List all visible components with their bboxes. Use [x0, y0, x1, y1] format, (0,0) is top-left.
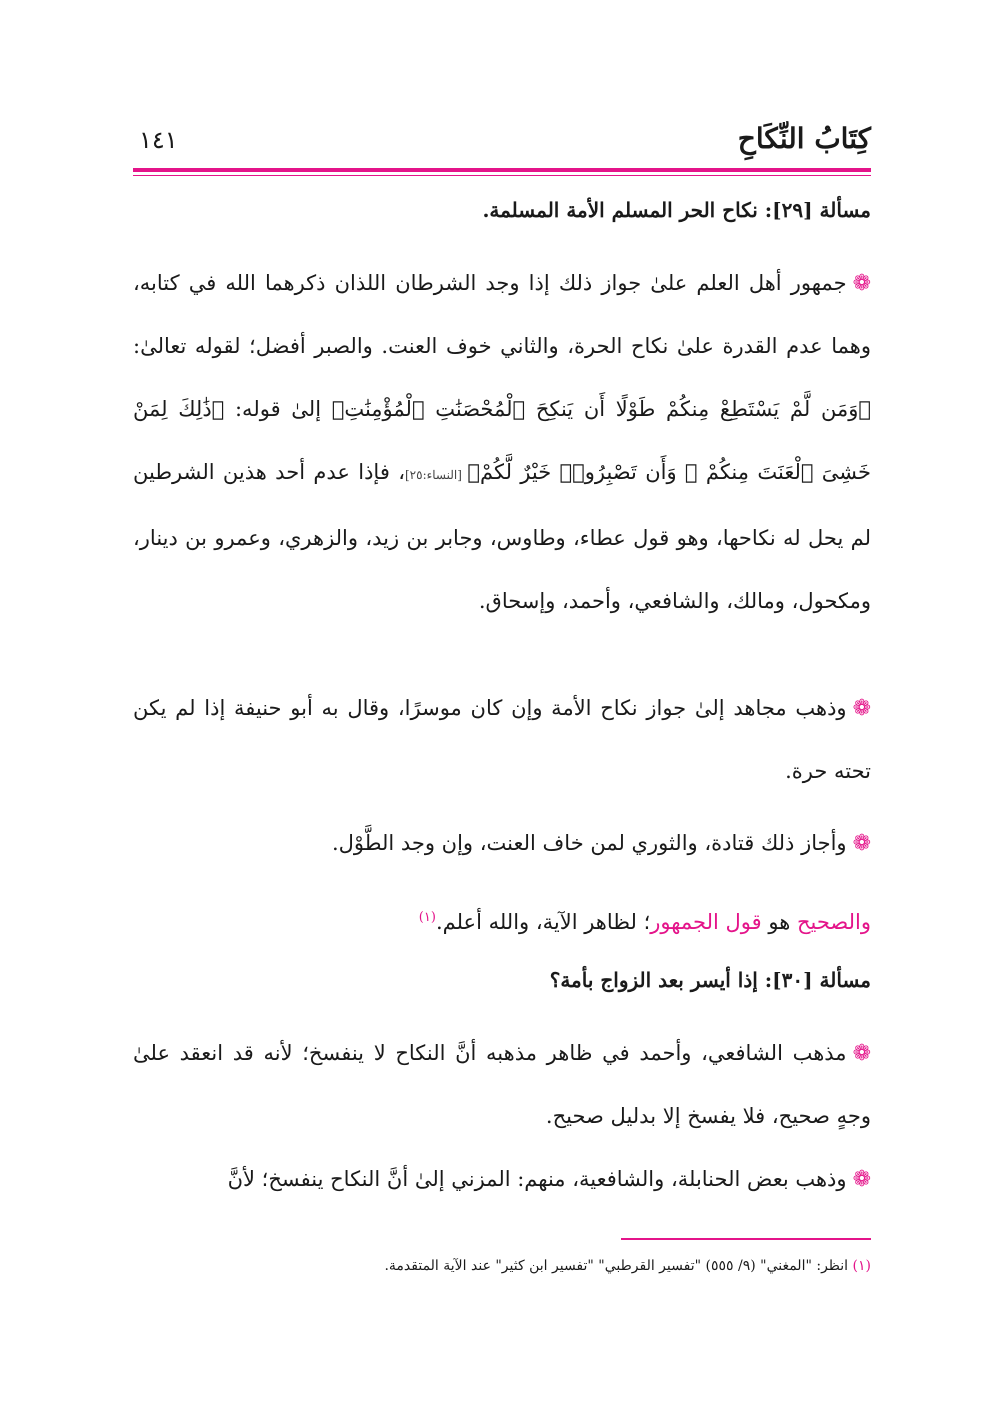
paragraph-text: وذهب بعض الحنابلة، والشافعية، منهم: المزني إلىٰ أنَّ النكاح ينفسخ؛ لأنَّ — [227, 1167, 847, 1191]
footnote-marker: (١) — [418, 910, 436, 925]
paragraph-text: وذهب مجاهد إلىٰ جواز نكاح الأمة وإن كان موسرًا، وقال به أبو حنيفة إذا لم يكن تحته حرة. — [133, 696, 871, 783]
paragraph-text: مذهب الشافعي، وأحمد في ظاهر مذهبه أنَّ النكاح لا ينفسخ؛ لأنه قد انعقد علىٰ وجهٍ صحيح، فلا يفسخ إلا بدليل صحيح. — [133, 1041, 871, 1128]
highlight-majority: قول الجمهور — [650, 910, 762, 934]
paragraph-text: ، فإذا عدم أحد هذين الشرطين لم يحل له نكاحها، وهو قول عطاء، وطاوس، وجابر بن زيد، والزهري، وعمرو بن دينار، ومكحول، ومالك، والشافعي، وأحمد، وإسحاق. — [133, 460, 871, 613]
paragraph-qatada-view — [171, 812, 871, 875]
quran-verse: ﴿وَمَن لَّمْ يَسْتَطِعْ مِنكُمْ طَوْلًا أَن يَنكِحَ ٱلْمُحْصَنَٰتِ ٱلْمُؤْمِنَٰتِ﴾ — [331, 397, 871, 421]
book-title: كِتَابُ النِّكَاحِ — [737, 122, 871, 155]
highlight-correct: والصحيح — [796, 910, 871, 934]
paragraph-text: إلىٰ قوله: — [224, 397, 332, 421]
paragraph-mujahid-view — [133, 677, 871, 803]
paragraph-shafii-view — [133, 1022, 871, 1148]
flower-icon: ❁ — [852, 831, 871, 856]
paragraph-majority-view — [133, 252, 871, 633]
section-heading-30: مسألة [٣٠]: إذا أيسر بعد الزواج بأمة؟ — [549, 968, 871, 992]
paragraph-text: هو — [761, 910, 797, 934]
flower-icon: ❁ — [852, 1167, 871, 1192]
quran-verse: ﴿ذَٰلِكَ لِمَنْ خَشِىَ ٱلْعَنَتَ مِنكُمْ ۚ وَأَن تَصْبِرُوا۟ خَيْرٌ لَّكُمْ﴾ — [133, 397, 871, 484]
footnote-rule — [621, 1238, 871, 1240]
footnote-number: (١) — [852, 1258, 871, 1274]
verse-reference: [النساء:٢٥] — [404, 468, 468, 482]
paragraph-text: جمهور أهل العلم علىٰ جواز ذلك إذا وجد الشرطان اللذان ذكرهما الله في كتابه، وهما عدم القدرة علىٰ نكاح الحرة، والثاني خوف العنت. والصبر أفضل؛ لقوله تعالىٰ: — [133, 271, 871, 358]
flower-icon: ❁ — [852, 271, 871, 296]
paragraph-conclusion — [171, 886, 871, 954]
page-header — [133, 118, 871, 164]
page-number: ١٤١ — [139, 126, 178, 154]
header-rule-thick — [133, 168, 871, 172]
footnote-text: انظر: "المغني" (٩/ ٥٥٥) "تفسير القرطبي" "تفسير ابن كثير" عند الآية المتقدمة. — [384, 1258, 853, 1274]
paragraph-text: وأجاز ذلك قتادة، والثوري لمن خاف العنت، وإن وجد الطَّوْل. — [331, 831, 847, 855]
section-heading-29: مسألة [٢٩]: نكاح الحر المسلم الأمة المسلمة. — [482, 198, 871, 222]
footnote — [133, 1258, 871, 1274]
paragraph-text: ؛ لظاهر الآية، والله أعلم. — [435, 910, 651, 934]
flower-icon: ❁ — [852, 696, 871, 721]
header-rule-thin — [133, 175, 871, 176]
paragraph-hanbali-view — [133, 1148, 871, 1211]
book-page — [133, 0, 871, 1418]
flower-icon: ❁ — [852, 1041, 871, 1066]
